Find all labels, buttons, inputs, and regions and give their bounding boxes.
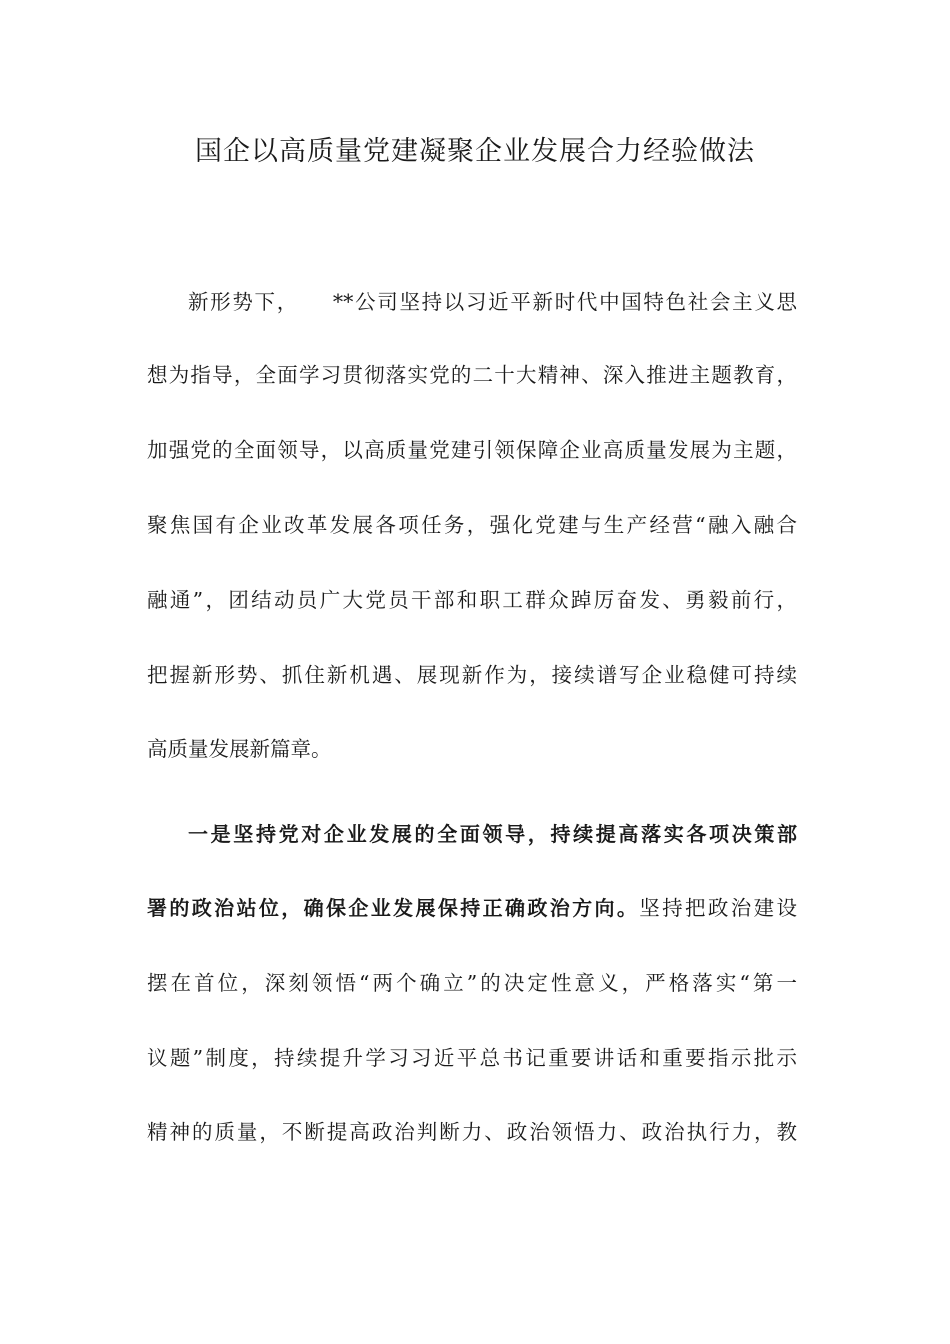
paragraph-2-line-3: 摆在首位，深刻领悟“两个确立”的决定性意义，严格落实“第一 <box>147 971 797 995</box>
paragraph-2-line-2-text: 坚持把政治建设 <box>639 896 797 920</box>
paragraph-1-line-7: 高质量发展新篇章。 <box>147 737 332 761</box>
paragraph-2-line-2 <box>147 888 797 928</box>
paragraph-1-line-1-pre: 新形势下， <box>188 290 299 314</box>
paragraph-1-line-1 <box>188 282 797 322</box>
paragraph-2-line-5: 精神的质量，不断提高政治判断力、政治领悟力、政治执行力，教 <box>147 1120 797 1144</box>
paragraph-1-line-4: 聚焦国有企业改革发展各项任务，强化党建与生产经营“融入融合 <box>147 513 797 537</box>
paragraph-2-heading-end: 署的政治站位，确保企业发展保持正确政治方向。 <box>147 896 640 920</box>
paragraph-1-line-1-post: **公司坚持以习近平新时代中国特色社会主义思 <box>332 290 798 314</box>
paragraph-2-line-4: 议题”制度，持续提升学习习近平总书记重要讲话和重要指示批示 <box>147 1046 797 1070</box>
paragraph-1-line-2: 想为指导，全面学习贯彻落实党的二十大精神、深入推进主题教育， <box>147 363 797 387</box>
paragraph-1-line-3: 加强党的全面领导，以高质量党建引领保障企业高质量发展为主题， <box>147 438 797 462</box>
paragraph-1-line-6: 把握新形势、抓住新机遇、展现新作为，接续谱写企业稳健可持续 <box>147 663 797 687</box>
document-title: 国企以高质量党建凝聚企业发展合力经验做法 <box>195 136 755 167</box>
paragraph-2-line-1: 一是坚持党对企业发展的全面领导，持续提高落实各项决策部 <box>188 822 797 846</box>
paragraph-1-line-5: 融通”，团结动员广大党员干部和职工群众踔厉奋发、勇毅前行， <box>147 588 797 612</box>
